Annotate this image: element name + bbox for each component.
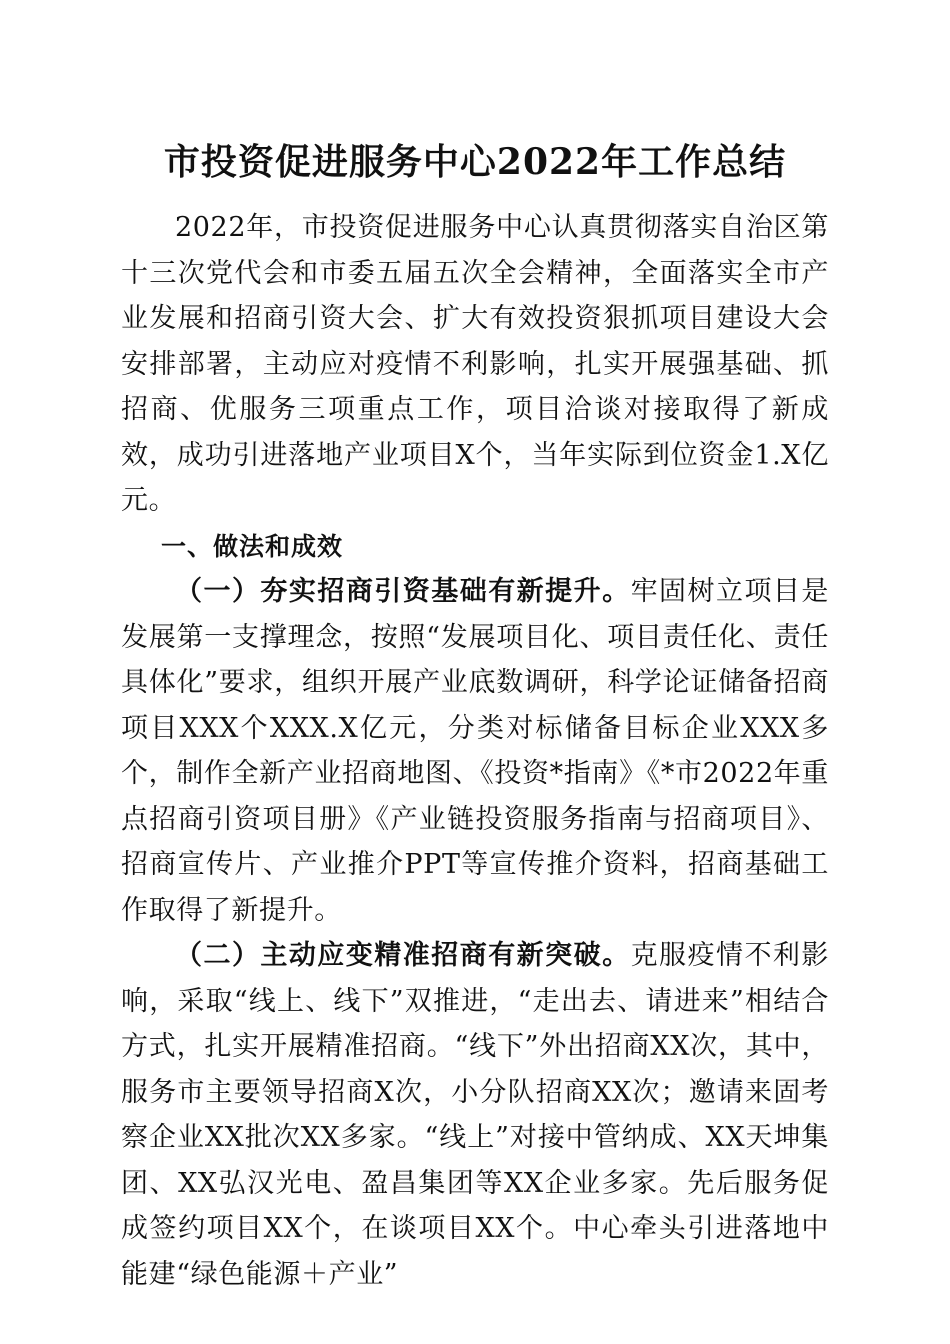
- section-heading-1: 一、做法和成效: [161, 531, 344, 561]
- document-title: 市投资促进服务中心2022年工作总结: [163, 141, 787, 183]
- intro-paragraph: 2022年，市投资促进服务中心认真贯彻落实自治区第十三次党代会和市委五届五次全会精神，全面落实全市产业发展和招商引资大会、扩大有效投资狠抓项目建设大会安排部署，主动应对疫情不利影响，扎实开展强基础、抓招商、优服务三项重点工作，项目洽谈对接取得了新成效，成功引进落地产业项目X个，当年实际到位资金1.X亿元。: [121, 212, 829, 516]
- subsection-body-1: 牢固树立项目是发展第一支撑理念，按照“发展项目化、项目责任化、责任具体化”要求，组织开展产业底数调研，科学论证储备招商项目XXX个XXX.X亿元，分类对标储备目标企业XXX多个，制作全新产业招商地图、《投资*指南》《*市2022年重点招商引资项目册》《产业链投资服务指南与招商项目》、招商宣传片、产业推介PPT等宣传推介资料，招商基础工作取得了新提升。: [121, 576, 829, 926]
- subsection-heading-2: （二）主动应变精准招商有新突破。: [175, 940, 631, 971]
- subsection-heading-1: （一）夯实招商引资基础有新提升。: [175, 576, 631, 607]
- subsection-body-2: 克服疫情不利影响，采取“线上、线下”双推进，“走出去、请进来”相结合方式，扎实开展精准招商。“线下”外出招商XX次，其中，服务市主要领导招商X次，小分队招商XX次；邀请来固考察企业XX批次XX多家。“线上”对接中管纳成、XX天坤集团、XX弘汉光电、盈昌集团等XX企业多家。先后服务促成签约项目XX个，在谈项目XX个。中心牵头引进落地中能建“绿色能源＋产业”: [121, 940, 829, 1290]
- subsection-paragraph-2: [121, 933, 829, 1297]
- document-body: [121, 205, 829, 1297]
- subsection-paragraph-1: [121, 569, 829, 933]
